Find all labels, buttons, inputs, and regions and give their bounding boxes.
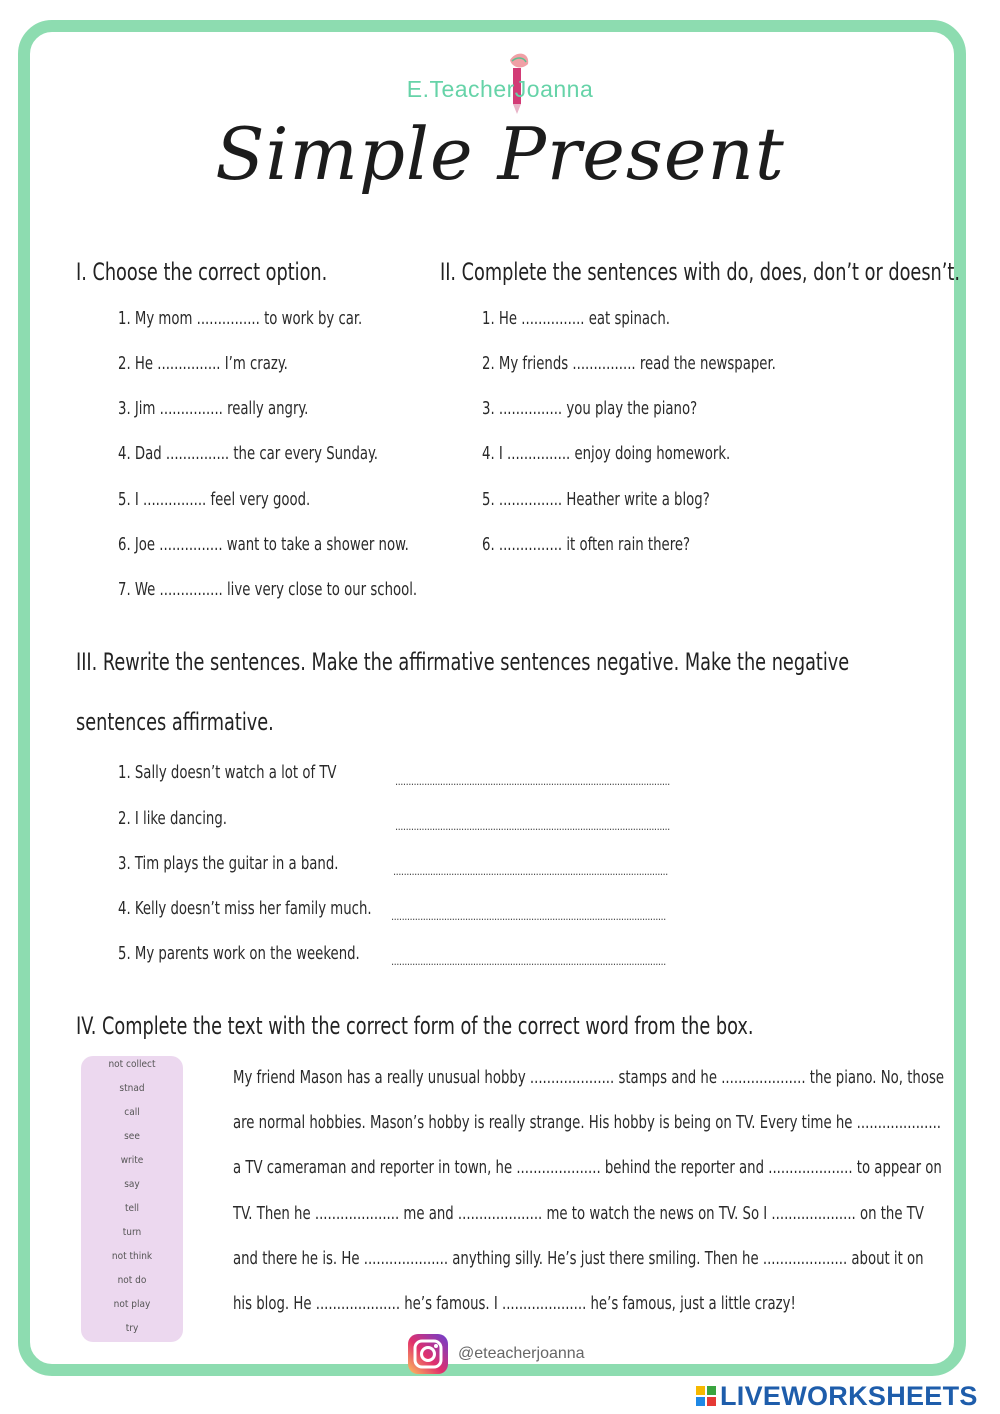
- word-box-item: not collect: [108, 1059, 156, 1070]
- word-box: [81, 1056, 183, 1342]
- text-line: TV. Then he .................... me and .................... me to watch the news on TV. So I .................... on the TV: [233, 1203, 924, 1224]
- page-title: Simple Present: [215, 112, 785, 196]
- liveworksheets-text: LIVEWORKSHEETS: [720, 1380, 978, 1411]
- section-1-item: 4. Dad ............... the car every Sunday.: [118, 443, 379, 464]
- section-3-item: 5. My parents work on the weekend.: [118, 943, 360, 964]
- section-1-item: 1. My mom ............... to work by car.: [118, 308, 363, 329]
- section-2-item: 6. ............... it often rain there?: [482, 534, 691, 555]
- text-line: and there he is. He .................... anything silly. He’s just there smiling. Then he .................... about it on: [233, 1248, 924, 1269]
- answer-line[interactable]: ........................................................................................................: [393, 865, 668, 878]
- section-1-item: 6. Joe ............... want to take a shower now.: [118, 534, 409, 555]
- word-box-item: tell: [124, 1203, 140, 1214]
- word-box-item: not think: [111, 1251, 153, 1262]
- section-1-item: 5. I ............... feel very good.: [118, 489, 311, 510]
- text-line: a TV cameraman and reporter in town, he .................... behind the reporter and .................... to appear on: [233, 1157, 942, 1178]
- section-3-item: 2. I like dancing.: [118, 808, 227, 829]
- section-1-item: 3. Jim ............... really angry.: [118, 398, 309, 419]
- word-box-item: try: [125, 1323, 139, 1334]
- section-4-heading: IV. Complete the text with the correct form of the correct word from the box.: [76, 1012, 754, 1040]
- word-box-item: not do: [117, 1275, 147, 1286]
- text-line: his blog. He .................... he’s famous. I .................... he’s famous, just a little crazy!: [233, 1293, 796, 1314]
- word-box-item: see: [124, 1131, 140, 1142]
- instagram-handle: @eteacherjoanna: [458, 1345, 585, 1362]
- word-box-item: say: [124, 1179, 140, 1190]
- liveworksheets-icon: [696, 1386, 716, 1406]
- answer-line[interactable]: ........................................................................................................: [395, 820, 670, 833]
- section-3-item: 1. Sally doesn’t watch a lot of TV: [118, 762, 337, 783]
- section-1-heading: I. Choose the correct option.: [76, 258, 328, 286]
- section-2-item: 3. ............... you play the piano?: [482, 398, 698, 419]
- section-2-item: 4. I ............... enjoy doing homework.: [482, 443, 731, 464]
- section-3-item: 4. Kelly doesn’t miss her family much.: [118, 898, 372, 919]
- word-box-item: turn: [122, 1227, 142, 1238]
- section-2-heading: II. Complete the sentences with do, does, don’t or doesn’t.: [440, 258, 960, 286]
- answer-line[interactable]: ........................................................................................................: [391, 910, 666, 923]
- word-box-item: stnad: [119, 1083, 145, 1094]
- section-3-heading-cont: sentences affirmative.: [76, 708, 274, 736]
- section-1-item: 7. We ............... live very close to our school.: [118, 579, 418, 600]
- section-1-item: 2. He ............... I’m crazy.: [118, 353, 288, 374]
- word-box-item: call: [124, 1107, 140, 1118]
- word-box-item: write: [120, 1155, 144, 1166]
- word-box-item: not play: [113, 1299, 151, 1310]
- liveworksheets-logo: [696, 1381, 978, 1411]
- section-3-heading: III. Rewrite the sentences. Make the affirmative sentences negative. Make the negative: [76, 648, 850, 676]
- section-2-item: 1. He ............... eat spinach.: [482, 308, 670, 329]
- text-line: My friend Mason has a really unusual hobby .................... stamps and he .................... the piano. No, those: [233, 1067, 945, 1088]
- section-2-item: 2. My friends ............... read the newspaper.: [482, 353, 776, 374]
- section-2-item: 5. ............... Heather write a blog?: [482, 489, 710, 510]
- section-3-item: 3. Tim plays the guitar in a band.: [118, 853, 339, 874]
- brand-logo-text: E.TeacherJoanna: [406, 76, 594, 102]
- answer-line[interactable]: ........................................................................................................: [391, 955, 666, 968]
- text-line: are normal hobbies. Mason’s hobby is really strange. His hobby is being on TV. Every time he ....................: [233, 1112, 942, 1133]
- answer-line[interactable]: ........................................................................................................: [395, 775, 670, 788]
- instagram-icon: [408, 1334, 448, 1374]
